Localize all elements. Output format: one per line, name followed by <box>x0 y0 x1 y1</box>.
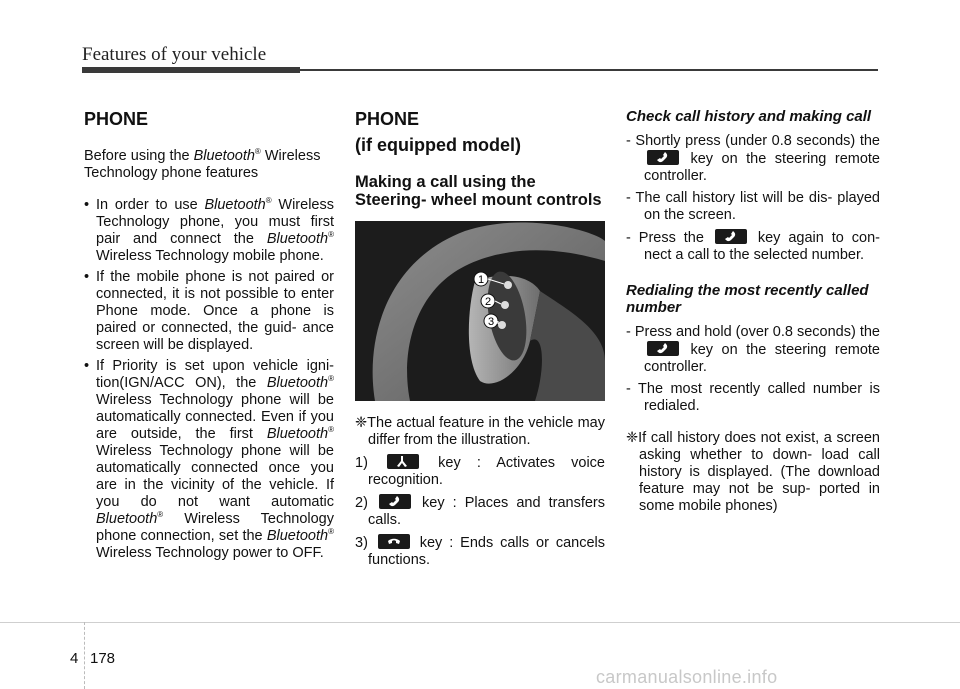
voice-recognition-key-icon <box>387 454 419 469</box>
header-rule-thick <box>82 67 300 73</box>
illustration-note: ❈The actual feature in the vehicle may differ from the illustration. <box>355 415 605 448</box>
list-item: - Press the key again to con- nect a call to the selected number. <box>626 230 880 263</box>
call-key-icon <box>715 229 747 244</box>
list-item: • In order to use Bluetooth® Wireless Technology phone, you must first pair and connect the Bluetooth® Wireless Technology mobile phone. <box>84 197 334 265</box>
list-item: - Press and hold (over 0.8 seconds) the key on the steering remote controller. <box>626 324 880 375</box>
call-key-icon <box>379 494 411 509</box>
column-right <box>626 108 880 515</box>
header-rule-thin <box>300 69 878 71</box>
subheading-steering-controls: Making a call using the Steering- wheel mount controls <box>355 173 602 209</box>
key-description-voice: 1) key : Activates voice recognition. <box>355 455 605 488</box>
call-key-icon <box>647 150 679 165</box>
call-history-note: ❈If call history does not exist, a screen asking whether to down- load call history is displayed. (The download feature may not be sup- ported in some mobile phones) <box>626 430 880 514</box>
key-description-end: 3) key : Ends calls or cancels functions. <box>355 535 605 568</box>
list-item: - The most recently called number is redialed. <box>626 381 880 414</box>
chapter-number: 4 <box>70 650 79 667</box>
list-item: - Shortly press (under 0.8 seconds) the key on the steering remote controller. <box>626 133 880 184</box>
list-item: • If Priority is set upon vehicle igni- tion(IGN/ACC ON), the Bluetooth® Wireless Technology phone will be automatically connected. Even if you are outside, the first Bluetooth® Wireless Technology phone will be automatically connected once you are in the vicinity of the vehicle. If you do not want automatic Bluetooth® Wireless Technology phone connection, set the Bluetooth® Wireless Technology power to OFF. <box>84 358 334 562</box>
footer-rule <box>0 622 960 623</box>
callout-label-3: 3 <box>487 316 495 328</box>
end-call-key-icon <box>378 534 410 549</box>
list-item: - The call history list will be dis- played on the screen. <box>626 190 880 223</box>
column-middle <box>355 108 605 569</box>
footer-vertical-rule <box>84 622 86 689</box>
key-description-call: 2) key : Places and transfers calls. <box>355 495 605 528</box>
steering-wheel-illustration <box>355 221 605 401</box>
section-heading-phone: PHONE <box>84 109 149 129</box>
steering-wheel-drawing <box>355 221 605 401</box>
feature-bullet-list <box>84 197 334 562</box>
page-number: 178 <box>90 650 116 667</box>
heading-redial: Redialing the most recently called number <box>626 282 869 316</box>
callout-label-2: 2 <box>484 296 492 308</box>
column-left <box>84 108 334 566</box>
list-item: • If the mobile phone is not paired or connected, it is not possible to enter Phone mode. Once a phone is paired or connected, the guid- ance screen will be displayed. <box>84 269 334 354</box>
heading-call-history: Check call history and making call <box>626 108 872 125</box>
intro-text: Before using the Bluetooth® Wireless Technology phone features <box>84 147 321 181</box>
section-heading-phone-model: PHONE (if equipped model) <box>355 109 521 155</box>
callout-label-1: 1 <box>477 274 485 286</box>
watermark-text: carmanualsonline.info <box>596 667 778 687</box>
page-header-title: Features of your vehicle <box>82 44 267 65</box>
call-key-icon <box>647 341 679 356</box>
